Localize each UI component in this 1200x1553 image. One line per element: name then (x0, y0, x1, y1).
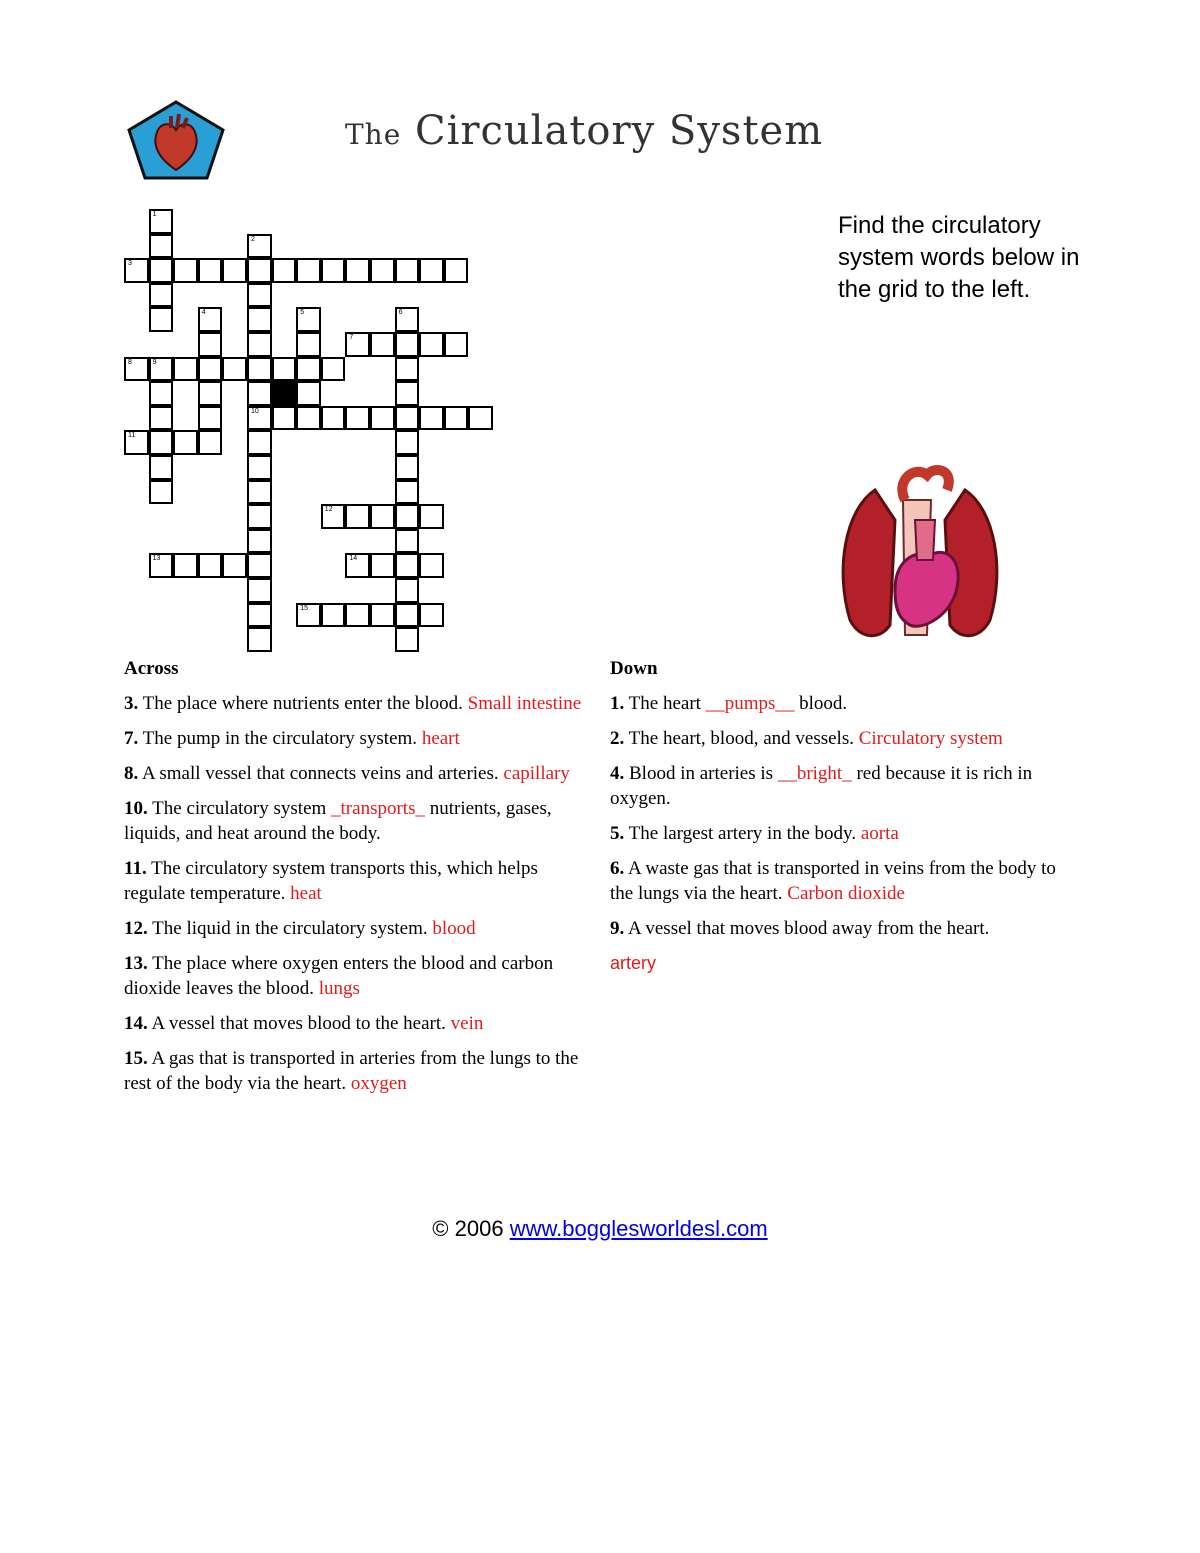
clue-answer: heart (421, 728, 460, 749)
clue-text-post: blood. (799, 693, 848, 714)
across-clue (124, 796, 594, 846)
clue-answer: Carbon dioxide (787, 883, 905, 904)
crossword-cell[interactable] (198, 430, 223, 455)
crossword-cell[interactable] (444, 258, 469, 283)
clue-number: 7. (124, 728, 139, 749)
crossword-cell[interactable] (321, 258, 346, 283)
crossword-cell[interactable] (370, 603, 395, 628)
crossword-cell[interactable] (321, 603, 346, 628)
crossword-cell[interactable] (395, 578, 420, 603)
clue-text: The liquid in the circulatory system. (152, 918, 428, 939)
crossword-cell[interactable] (345, 504, 370, 529)
clue-text: A vessel that moves blood away from the heart. (627, 918, 990, 939)
clue-number: 10. (124, 798, 148, 819)
crossword-cell[interactable] (419, 332, 444, 357)
crossword-cell[interactable] (419, 406, 444, 431)
crossword-cell[interactable] (149, 480, 174, 505)
clue-answer: capillary (503, 763, 570, 784)
across-clue (124, 951, 594, 1001)
crossword-cell[interactable] (247, 455, 272, 480)
crossword-cell[interactable] (296, 406, 321, 431)
crossword-cell[interactable] (247, 578, 272, 603)
crossword-cell[interactable] (173, 553, 198, 578)
down-clue (610, 856, 1080, 906)
clue-text-post: red because it is rich in oxygen. (610, 763, 1033, 809)
cell-number: 6 (398, 309, 403, 317)
copyright-text: © 2006 (432, 1216, 504, 1241)
clue-answer: oxygen (350, 1073, 407, 1094)
crossword-cell[interactable] (149, 283, 174, 308)
crossword-cell[interactable] (149, 430, 174, 455)
clue-number: 6. (610, 858, 625, 879)
crossword-cell[interactable] (149, 553, 174, 578)
crossword-cell[interactable] (345, 553, 370, 578)
clue-answer: _transports_ (331, 798, 425, 819)
crossword-cell[interactable] (198, 258, 223, 283)
cell-number: 2 (251, 235, 255, 243)
crossword-cell[interactable] (370, 406, 395, 431)
crossword-cell[interactable] (272, 258, 297, 283)
crossword-cell[interactable] (247, 234, 272, 259)
crossword-cell[interactable] (198, 553, 223, 578)
cell-number: 5 (300, 309, 305, 317)
clue-text-post: nutrients, gases, liquids, and heat around the body. (124, 798, 552, 844)
clue-number: 1. (610, 693, 625, 714)
clue-number: 5. (610, 823, 625, 844)
clue-answer: vein (450, 1013, 484, 1034)
crossword-cell[interactable] (272, 357, 297, 382)
clue-number: 14. (124, 1013, 148, 1034)
across-clue (124, 856, 594, 906)
crossword-cell[interactable] (395, 332, 420, 357)
crossword-cell[interactable] (444, 332, 469, 357)
crossword-cell[interactable] (149, 357, 174, 382)
crossword-cell[interactable] (395, 553, 420, 578)
crossword-cell[interactable] (198, 332, 223, 357)
instructions-text: Find the circulatory system words below in the grid to the left. (838, 212, 1080, 303)
crossword-cell[interactable] (370, 258, 395, 283)
crossword-cell[interactable] (247, 430, 272, 455)
down-clue (610, 916, 1080, 941)
crossword-cell[interactable] (395, 307, 420, 332)
clue-number: 4. (610, 763, 625, 784)
crossword-cell[interactable] (124, 430, 149, 455)
clue-answer: __pumps__ (705, 693, 795, 714)
clue-number: 8. (124, 763, 139, 784)
crossword-cell[interactable] (395, 406, 420, 431)
clue-answer: aorta (860, 823, 899, 844)
down-clues (610, 656, 1080, 976)
cell-number: 15 (300, 604, 308, 612)
crossword-cell[interactable] (296, 603, 321, 628)
clue-answer: __bright_ (777, 763, 852, 784)
crossword-cell[interactable] (222, 553, 247, 578)
crossword-cell[interactable] (444, 406, 469, 431)
crossword-cell[interactable] (395, 529, 420, 554)
crossword-cell[interactable] (198, 357, 223, 382)
crossword-cell[interactable] (247, 406, 272, 431)
clue-text: A small vessel that connects veins and arteries. (141, 763, 499, 784)
clue-number: 11. (124, 858, 147, 879)
across-clue (124, 726, 594, 751)
cell-number: 13 (152, 555, 161, 563)
clue-answer: Small intestine (467, 693, 582, 714)
crossword-cell[interactable] (370, 553, 395, 578)
crossword-cell[interactable] (149, 406, 174, 431)
crossword-cell[interactable] (419, 603, 444, 628)
crossword-cell[interactable] (222, 357, 247, 382)
down-clue (610, 726, 1080, 751)
footer-link[interactable]: www.bogglesworldesl.com (509, 1216, 768, 1241)
footer (0, 1216, 1200, 1242)
clue-text: The circulatory system transports this, which helps regulate temperature. (124, 858, 538, 904)
across-clue (124, 1011, 594, 1036)
down-heading: Down (610, 658, 658, 679)
crossword-cell[interactable] (370, 504, 395, 529)
across-clue (124, 691, 594, 716)
crossword-cell[interactable] (419, 258, 444, 283)
down-clue (610, 761, 1080, 811)
crossword-cell[interactable] (395, 627, 420, 652)
crossword-cell[interactable] (149, 234, 174, 259)
crossword-cell[interactable] (247, 332, 272, 357)
clue-text: The heart, blood, and vessels. (628, 728, 854, 749)
clue-text: A waste gas that is transported in veins from the body to the lungs via the heart. (610, 858, 1056, 904)
down-clue (610, 691, 1080, 716)
clue-text: The largest artery in the body. (628, 823, 857, 844)
crossword-cell[interactable] (395, 357, 420, 382)
crossword-cell[interactable] (296, 381, 321, 406)
crossword-cell[interactable] (247, 480, 272, 505)
across-clues (124, 656, 594, 1106)
crossword-cell[interactable] (395, 480, 420, 505)
crossword-cell[interactable] (395, 504, 420, 529)
crossword-cell[interactable] (247, 258, 272, 283)
clue-text: The place where oxygen enters the blood and carbon dioxide leaves the blood. (124, 953, 554, 999)
across-heading: Across (124, 658, 179, 679)
crossword-cell[interactable] (247, 627, 272, 652)
crossword-cell[interactable] (296, 357, 321, 382)
crossword-cell[interactable] (395, 455, 420, 480)
clue-answer: Circulatory system (858, 728, 1003, 749)
crossword-cell[interactable] (345, 406, 370, 431)
crossword-cell[interactable] (247, 529, 272, 554)
crossword-cell[interactable] (345, 258, 370, 283)
clue-text: A vessel that moves blood to the heart. (151, 1013, 446, 1034)
crossword-cell[interactable] (419, 553, 444, 578)
crossword-cell[interactable] (173, 357, 198, 382)
crossword-cell[interactable] (296, 332, 321, 357)
clue-text: Blood in arteries is (629, 763, 774, 784)
clue-text: The circulatory system (152, 798, 327, 819)
cell-number: 8 (128, 358, 132, 366)
crossword-cell[interactable] (395, 381, 420, 406)
clue-number: 13. (124, 953, 148, 974)
page-title: The Circulatory System (345, 108, 824, 154)
crossword-cell[interactable] (272, 406, 297, 431)
crossword-cell[interactable] (321, 504, 346, 529)
crossword-cell[interactable] (198, 307, 223, 332)
clue-answer: lungs (318, 978, 360, 999)
crossword-grid (0, 0, 1200, 700)
crossword-cell[interactable] (149, 455, 174, 480)
clue-text: The place where nutrients enter the blood. (142, 693, 463, 714)
clue-number: 2. (610, 728, 625, 749)
crossword-cell[interactable] (247, 504, 272, 529)
cell-number: 3 (128, 260, 132, 268)
crossword-cell[interactable] (321, 406, 346, 431)
across-clue (124, 1046, 594, 1096)
heart-illustration-icon (835, 460, 1005, 650)
clue-number: 15. (124, 1048, 148, 1069)
crossword-cell[interactable] (149, 381, 174, 406)
crossword-cell[interactable] (149, 258, 174, 283)
clue-text: The heart (628, 693, 701, 714)
cell-number: 12 (324, 506, 333, 514)
cell-number: 11 (128, 432, 136, 440)
cell-number: 1 (152, 211, 157, 218)
crossword-cell[interactable] (247, 283, 272, 308)
crossword-cell[interactable] (345, 603, 370, 628)
crossword-cell[interactable] (198, 381, 223, 406)
crossword-cell[interactable] (247, 603, 272, 628)
cell-number: 7 (349, 334, 354, 341)
clue-number: 12. (124, 918, 148, 939)
crossword-cell[interactable] (173, 258, 198, 283)
crossword-cell[interactable] (395, 603, 420, 628)
crossword-cell[interactable] (296, 258, 321, 283)
across-clue (124, 916, 594, 941)
clue-text: A gas that is transported in arteries from the lungs to the rest of the body via the heart. (124, 1048, 579, 1094)
crossword-cell[interactable] (198, 406, 223, 431)
crossword-cell[interactable] (468, 406, 493, 431)
cell-number: 9 (152, 358, 157, 366)
crossword-cell[interactable] (247, 307, 272, 332)
across-clue (124, 761, 594, 786)
crossword-cell[interactable] (149, 209, 174, 234)
crossword-black-cell (272, 381, 297, 406)
clue-text: The pump in the circulatory system. (142, 728, 418, 749)
crossword-cell[interactable] (124, 357, 149, 382)
clue-number: 3. (124, 693, 139, 714)
clue-answer: blood (432, 918, 476, 939)
crossword-cell[interactable] (395, 258, 420, 283)
cell-number: 14 (349, 555, 358, 563)
cell-number: 10 (251, 407, 259, 415)
down-extra-answer: artery (610, 953, 657, 973)
crossword-cell[interactable] (247, 357, 272, 382)
crossword-cell[interactable] (345, 332, 370, 357)
crossword-cell[interactable] (321, 357, 346, 382)
down-clue (610, 821, 1080, 846)
crossword-cell[interactable] (173, 430, 198, 455)
crossword-cell[interactable] (222, 258, 247, 283)
crossword-cell[interactable] (419, 504, 444, 529)
clue-answer: heat (290, 883, 322, 904)
crossword-cell[interactable] (124, 258, 149, 283)
crossword-cell[interactable] (370, 332, 395, 357)
crossword-cell[interactable] (247, 381, 272, 406)
crossword-cell[interactable] (247, 553, 272, 578)
crossword-cell[interactable] (296, 307, 321, 332)
crossword-cell[interactable] (149, 307, 174, 332)
clue-number: 9. (610, 918, 625, 939)
crossword-cell[interactable] (395, 430, 420, 455)
cell-number: 4 (201, 309, 206, 317)
